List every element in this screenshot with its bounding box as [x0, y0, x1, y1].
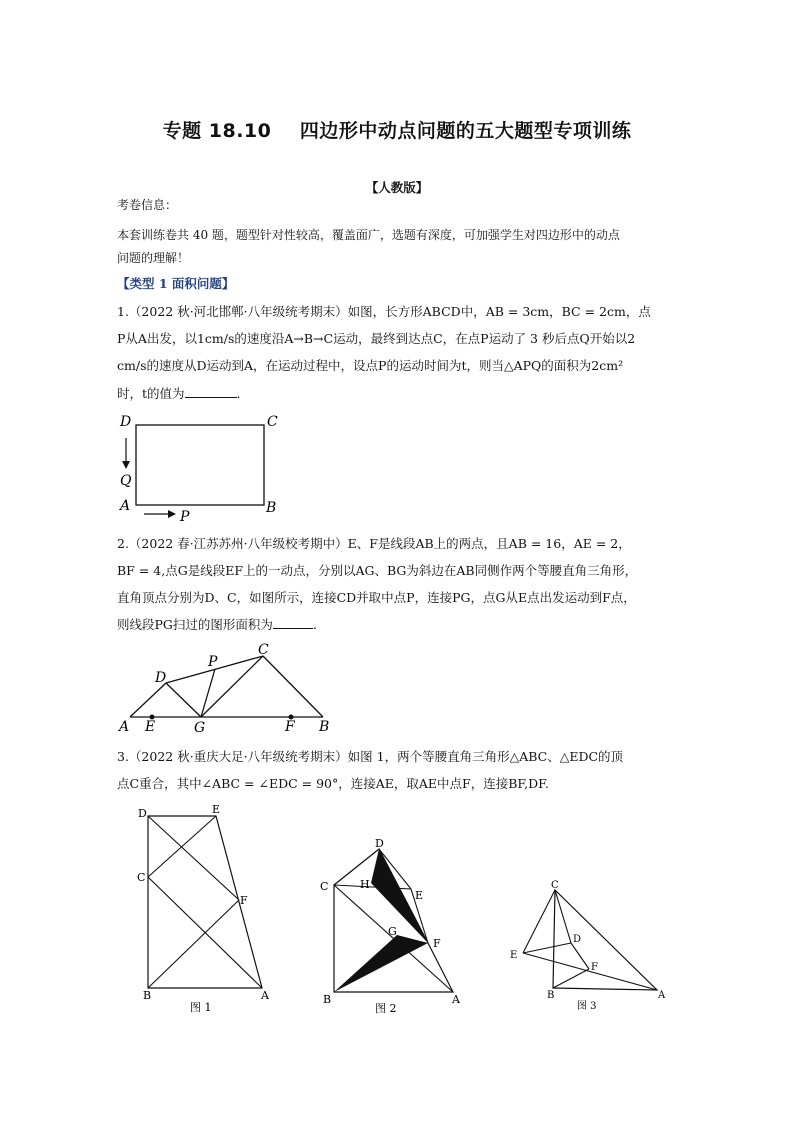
- q1-label-p: P: [180, 509, 190, 525]
- q3-line-1: 3.（2022 秋·重庆大足·八年级统考期末）如图 1，两个等腰直角三角形△ABC、△EDC的顶: [117, 749, 624, 764]
- fig3-line-ce: [523, 890, 555, 953]
- q1-figure: [110, 408, 300, 528]
- q2-label-a: A: [119, 719, 130, 735]
- fig3-triangle-abc: [553, 890, 657, 990]
- q1-answer-blank: [185, 383, 237, 398]
- q2-line-4: [117, 612, 317, 638]
- q2-period: .: [312, 617, 317, 632]
- q2-figure: [115, 640, 340, 737]
- fig1-line-bf: [148, 900, 239, 988]
- q3-line-2: 点C重合，其中∠ABC = ∠EDC = 90°，连接AE，取AE中点F，连接BF,DF.: [117, 776, 549, 791]
- q1-line-3: cm/s的速度从D运动到A，在运动过程中，设点P的运动时间为t，则当△APQ的面积为2cm²: [117, 358, 624, 373]
- info-heading: 考卷信息：: [117, 198, 178, 212]
- fig3-line-ed: [523, 943, 571, 953]
- fig3-line-df: [571, 943, 589, 969]
- fig2-label-e: E: [415, 889, 424, 902]
- q1-label-a: A: [120, 498, 131, 514]
- q2-label-b: B: [319, 719, 330, 735]
- q2-segment-cb: [263, 656, 323, 717]
- q2-label-g: G: [194, 720, 206, 736]
- q1-arrow-p-head: [168, 510, 176, 518]
- fig1-caption: 图 1: [190, 1001, 212, 1014]
- q1-rectangle: [136, 425, 264, 505]
- fig3-line-ea: [523, 953, 657, 990]
- fig3-label-b: B: [547, 990, 555, 1001]
- q2-label-p: P: [208, 654, 218, 670]
- q1-line-4-text: 时，t的值为: [117, 386, 185, 401]
- fig2-label-d: D: [375, 837, 384, 850]
- fig1-label-f: F: [240, 894, 248, 907]
- q2-label-c: C: [258, 642, 269, 658]
- q1-arrow-q-head: [122, 461, 130, 469]
- q1-line-4: [117, 381, 241, 407]
- page-title: 专题 18.10 四边形中动点问题的五大题型专项训练: [162, 120, 632, 142]
- q1-label-c: C: [267, 414, 278, 430]
- fig2-label-f: F: [433, 937, 441, 950]
- edition-label: 【人教版】: [365, 180, 429, 195]
- fig3-label-e: E: [510, 950, 518, 961]
- q1-period: .: [236, 386, 241, 401]
- fig2-label-b: B: [323, 993, 332, 1006]
- fig1-label-c: C: [137, 871, 146, 884]
- q1-line-1: 1.（2022 秋·河北邯郸·八年级统考期末）如图，长方形ABCD中，AB = 3cm，BC = 2cm，点: [117, 304, 651, 319]
- q1-label-q: Q: [120, 473, 132, 489]
- fig1-label-b: B: [143, 989, 152, 1002]
- q2-segment-ad: [130, 683, 166, 717]
- q2-label-e: E: [145, 719, 156, 735]
- fig3-line-bf: [553, 969, 589, 988]
- fig1-label-d: D: [138, 807, 147, 820]
- fig2-caption: 图 2: [375, 1002, 397, 1015]
- fig3-label-d: D: [573, 934, 582, 945]
- fig2-label-c: C: [320, 880, 329, 893]
- type1-heading: 【类型 1 面积问题】: [117, 276, 235, 291]
- fig3-label-f: F: [591, 962, 598, 973]
- fig3-label-c: C: [551, 880, 559, 891]
- fig1-label-a: A: [261, 989, 269, 1002]
- info-line-2: 问题的理解！: [117, 251, 190, 265]
- fig1-line-dc-f: [148, 816, 239, 900]
- fig2-label-g: G: [388, 925, 397, 938]
- q2-label-f: F: [285, 719, 295, 735]
- fig2-label-a: A: [452, 993, 460, 1006]
- fig1-label-e: E: [212, 803, 221, 816]
- q3-figure-3: [505, 878, 675, 1018]
- q2-line-1: 2.（2022 春·江苏苏州·八年级校考期中）E、F是线段AB上的两点，且AB = 16，AE = 2，: [117, 536, 631, 551]
- q2-label-d: D: [155, 670, 167, 686]
- q2-answer-blank: [273, 614, 313, 629]
- fig3-caption: 图 3: [577, 1001, 597, 1012]
- fig2-shaded-lower: [334, 935, 428, 992]
- fig3-label-a: A: [658, 990, 666, 1001]
- q3-figure-1: [130, 800, 290, 1020]
- q1-label-d: D: [120, 414, 132, 430]
- q2-line-3: 直角顶点分别为D、C，如图所示，连接CD并取中点P，连接PG，点G从E点出发运动到F点，: [117, 590, 636, 605]
- q2-line-2: BF = 4,点G是线段EF上的一动点，分别以AG、BG为斜边在AB同侧作两个等腰直角三角形，: [117, 563, 638, 578]
- q1-label-b: B: [266, 500, 277, 516]
- q2-line-4-text: 则线段PG扫过的图形面积为: [117, 617, 273, 632]
- info-line-1: 本套训练卷共 40 题，题型针对性较高，覆盖面广，选题有深度，可加强学生对四边形中的动点: [117, 228, 620, 242]
- fig2-label-h: H: [360, 878, 370, 891]
- q1-line-2: P从A出发，以1cm/s的速度沿A→B→C运动，最终到达点C，在点P运动了 3 秒后点Q开始以2: [117, 331, 636, 346]
- q2-segment-dg: [166, 683, 201, 717]
- q3-figure-2: [315, 835, 475, 1020]
